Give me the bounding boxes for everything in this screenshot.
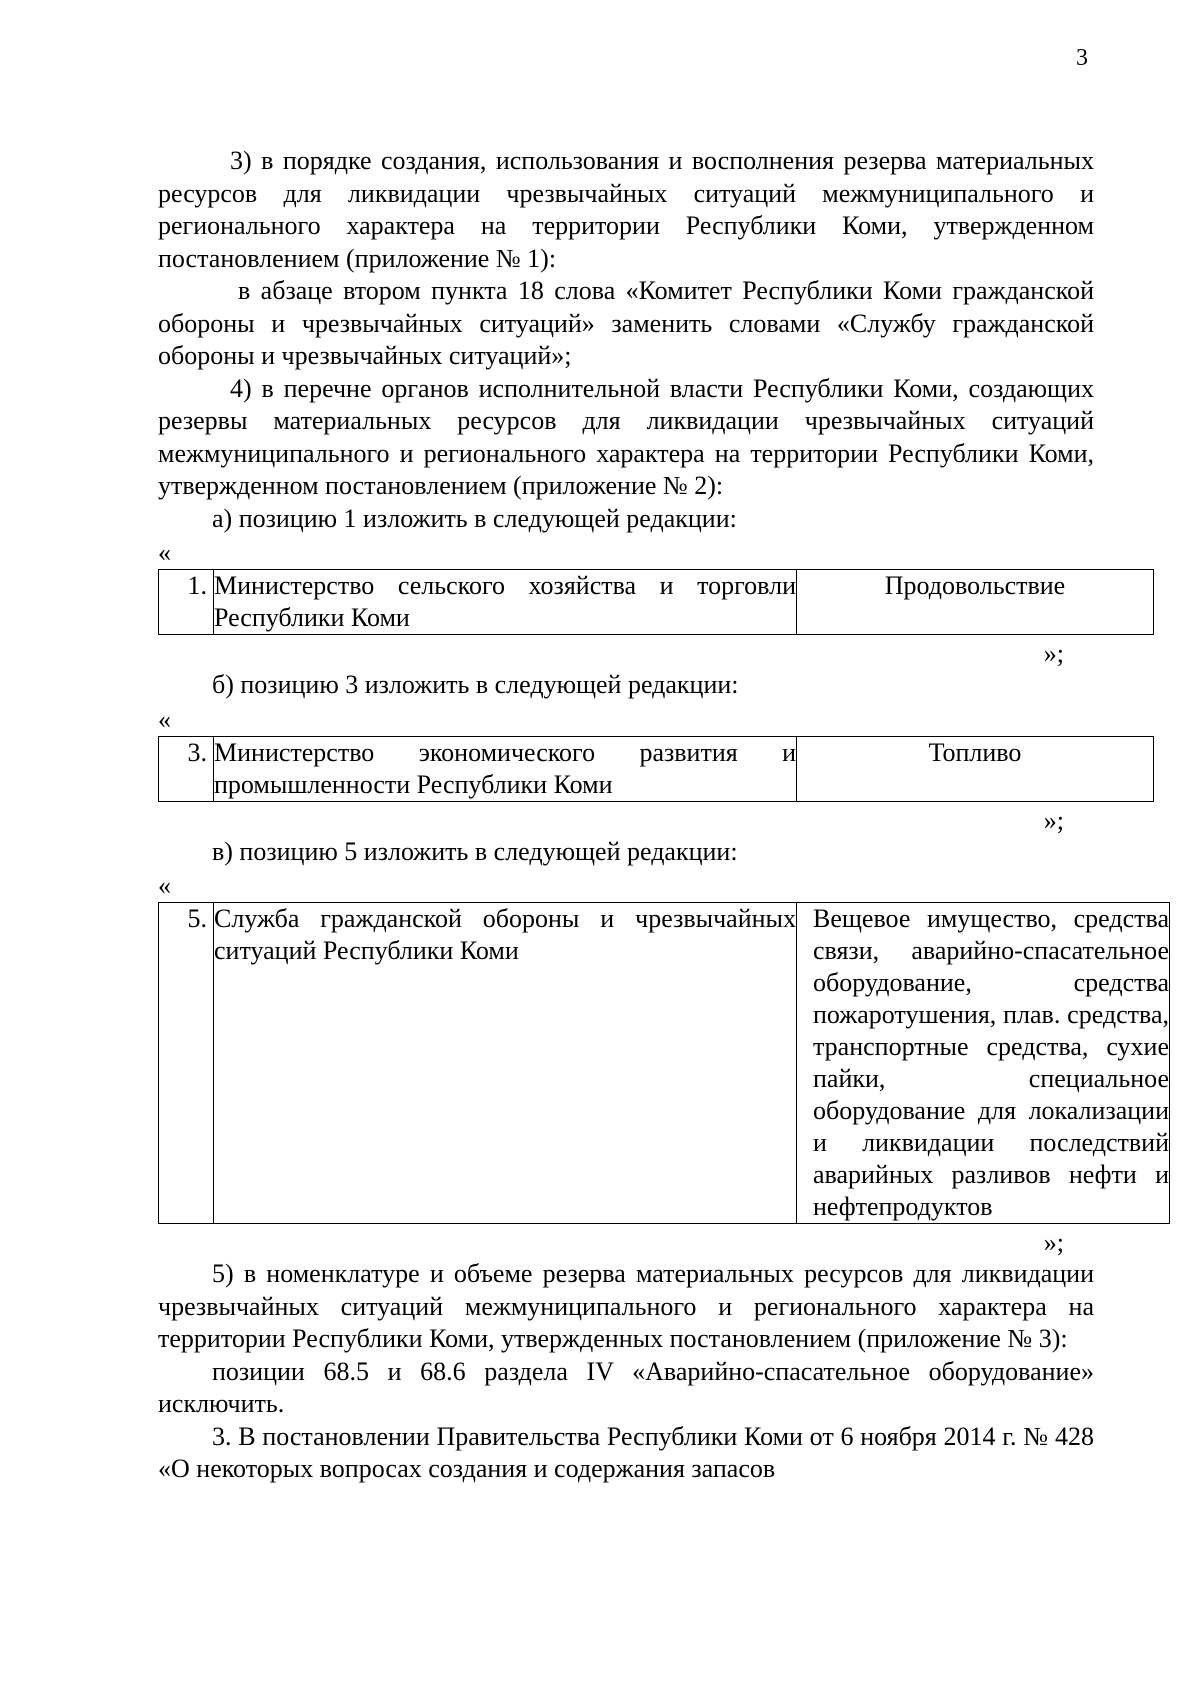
quote-close-mark: »; bbox=[1043, 1228, 1064, 1257]
quote-close-mark: »; bbox=[1043, 805, 1064, 835]
amendment-table-position-5 bbox=[158, 902, 1170, 1224]
amendment-intro-a: а) позицию 1 изложить в следующей редакции: bbox=[212, 503, 737, 533]
amendment-intro-c: в) позицию 5 изложить в следующей редакции: bbox=[212, 836, 738, 866]
amendment-intro-b: б) позицию 3 изложить в следующей редакции: bbox=[212, 670, 739, 699]
quote-open-mark: « bbox=[158, 871, 171, 900]
organization-cell: Министерство сельского хозяйства и торговли Республики Коми bbox=[214, 570, 797, 635]
paragraph-section-3: 3. В постановлении Правительства Республики Коми от 6 ноября 2014 г. № 428 «О некоторых вопросах создания и содержания запасов bbox=[158, 1421, 1094, 1483]
position-number: 1. bbox=[159, 570, 214, 635]
paragraph-exclusion: позиции 68.5 и 68.6 раздела IV «Аварийно-спасательное оборудование» исключить. bbox=[158, 1356, 1094, 1418]
paragraph-clause-18-amendment: в абзаце втором пункта 18 слова «Комитет Республики Коми гражданской обороны и чрезвычайных ситуаций» заменить словами «Службу гражданской обороны и чрезвычайных ситуаций»; bbox=[158, 276, 1094, 370]
position-number: 5. bbox=[159, 903, 214, 1224]
resource-cell: Топливо bbox=[797, 736, 1154, 801]
quote-open-mark: « bbox=[158, 704, 171, 734]
document-body bbox=[158, 145, 1169, 1486]
table-row bbox=[159, 736, 1154, 801]
organization-cell: Министерство экономического развития и промышленности Республики Коми bbox=[214, 736, 797, 801]
table-row bbox=[159, 903, 1170, 1224]
resource-cell: Продовольствие bbox=[797, 570, 1154, 635]
paragraph-item-3: 3) в порядке создания, использования и восполнения резерва материальных ресурсов для ликвидации чрезвычайных ситуаций межмуниципального и регионального характера на территории Республики Коми, утвержденном постановлением (приложение № 1): bbox=[158, 146, 1094, 273]
position-number: 3. bbox=[159, 736, 214, 801]
paragraph-item-4: 4) в перечне органов исполнительной власти Республики Коми, создающих резервы материальных ресурсов для ликвидации чрезвычайных ситуаций межмуниципального и регионального характера на территории Республики Коми, утвержденном постановлением (приложение № 2): bbox=[158, 373, 1094, 500]
organization-cell: Служба гражданской обороны и чрезвычайных ситуаций Республики Коми bbox=[214, 903, 797, 1224]
page-number: 3 bbox=[1076, 45, 1088, 71]
quote-open-mark: « bbox=[158, 538, 171, 567]
paragraph-item-5: 5) в номенклатуре и объеме резерва материальных ресурсов для ликвидации чрезвычайных ситуаций межмуниципального и регионального характера на территории Республики Коми, утвержденных постановлением (приложение № 3): bbox=[158, 1259, 1094, 1353]
resource-cell: Вещевое имущество, средства связи, аварийно-спасательное оборудование, средства пожаротушения, плав. средства, транспортные средства, сухие пайки, специальное оборудование для локализации и ликвидации последствий аварийных разливов нефти и нефтепродуктов bbox=[797, 903, 1170, 1224]
amendment-table-position-1 bbox=[158, 569, 1154, 635]
table-row bbox=[159, 570, 1154, 635]
quote-close-mark: »; bbox=[1043, 639, 1064, 668]
amendment-table-position-3 bbox=[158, 736, 1154, 802]
